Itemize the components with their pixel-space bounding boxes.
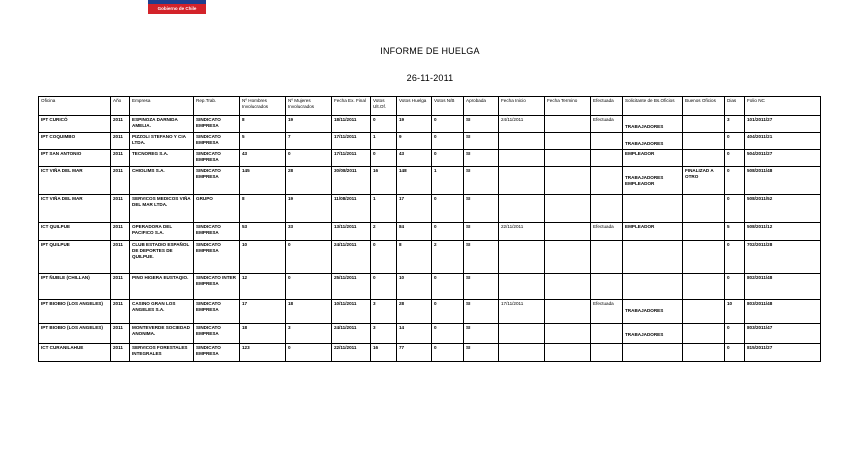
cell-fecha-termino xyxy=(545,167,591,195)
cell-votos-huelga: 19 xyxy=(397,116,432,133)
cell-buenos: FINALIZAD A OTRO xyxy=(683,167,725,195)
table-row xyxy=(39,195,821,223)
cell-folio: 504/2011/27 xyxy=(745,150,821,167)
cell-votos-ult: 16 xyxy=(371,167,397,195)
cell-rep: SINDICATO EMPRESA xyxy=(194,241,240,274)
cell-rep: SINDICATO EMPRESA xyxy=(194,300,240,324)
cell-oficina: IPT BIOBIO (LOS ANGELES) xyxy=(39,300,111,324)
cell-mujeres: 0 xyxy=(286,150,332,167)
cell-hombres: 10 xyxy=(240,241,286,274)
col-header: Votos Huelga xyxy=(397,97,432,116)
cell-oficina: ICT VIÑA DEL MAR xyxy=(39,195,111,223)
report-title: INFORME DE HUELGA xyxy=(380,46,480,56)
cell-solicitante xyxy=(623,167,683,195)
cell-votos-huelga: 8 xyxy=(397,241,432,274)
cell-mujeres: 18 xyxy=(286,300,332,324)
cell-rep: GRUPO xyxy=(194,195,240,223)
cell-empresa: MONTEVERDE SOCIEDAD ANONIMA. xyxy=(130,324,194,344)
cell-fecha-ex: 17/11/2011 xyxy=(332,133,371,150)
cell-votos-ult: 2 xyxy=(371,223,397,241)
cell-buenos xyxy=(683,324,725,344)
cell-fecha-inicio xyxy=(499,150,545,167)
cell-fecha-termino xyxy=(545,133,591,150)
cell-hombres: 12 xyxy=(240,274,286,300)
cell-hombres: 17 xyxy=(240,300,286,324)
cell-rep: SINDICATO EMPRESA xyxy=(194,344,240,362)
cell-fecha-ex: 24/11/2011 xyxy=(332,324,371,344)
cell-fecha-ex: 17/11/2011 xyxy=(332,150,371,167)
solicitante-text: TRABAJADORES xyxy=(625,124,664,129)
solicitante-text xyxy=(625,242,680,249)
logo-text: Gobierno de Chile xyxy=(157,6,197,11)
cell-fecha-termino xyxy=(545,241,591,274)
cell-votos-huelga: 9 xyxy=(397,133,432,150)
cell-fecha-ex: 24/11/2011 xyxy=(332,241,371,274)
cell-votos-ult: 0 xyxy=(371,116,397,133)
cell-oficina: IPT SAN ANTONIO xyxy=(39,150,111,167)
cell-fecha-termino xyxy=(545,324,591,344)
cell-dias: 0 xyxy=(725,344,745,362)
cell-fecha-inicio xyxy=(499,344,545,362)
cell-rep: SINDICATO EMPRESA xyxy=(194,150,240,167)
cell-anio: 2011 xyxy=(111,167,130,195)
cell-aprobada: SI xyxy=(464,300,499,324)
cell-dias: 0 xyxy=(725,324,745,344)
cell-rep: SINDICATO INTER EMPRESA xyxy=(194,274,240,300)
solicitante-text: TRABAJADORES xyxy=(625,141,664,146)
col-header: Nº Mujeres Involucrados xyxy=(286,97,332,116)
cell-folio: 803/2011/47 xyxy=(745,324,821,344)
cell-solicitante xyxy=(623,241,683,274)
cell-efectuada xyxy=(591,241,623,274)
cell-mujeres: 7 xyxy=(286,133,332,150)
cell-oficina: IPT QUILPUE xyxy=(39,241,111,274)
cell-folio: 815/2011/27 xyxy=(745,344,821,362)
cell-aprobada: SI xyxy=(464,344,499,362)
cell-solicitante xyxy=(623,133,683,150)
cell-anio: 2011 xyxy=(111,223,130,241)
cell-hombres: 8 xyxy=(240,116,286,133)
cell-fecha-inicio xyxy=(499,195,545,223)
cell-mujeres: 0 xyxy=(286,344,332,362)
cell-aprobada: SI xyxy=(464,150,499,167)
cell-fecha-ex: 13/11/2011 xyxy=(332,223,371,241)
cell-folio: 803/2011/48 xyxy=(745,300,821,324)
solicitante-text xyxy=(625,345,680,352)
cell-fecha-ex: 30/08/2011 xyxy=(332,167,371,195)
col-header: Año xyxy=(111,97,130,116)
cell-buenos xyxy=(683,223,725,241)
cell-mujeres: 0 xyxy=(286,241,332,274)
cell-empresa: TECNOREG S.A. xyxy=(130,150,194,167)
cell-anio: 2011 xyxy=(111,241,130,274)
cell-solicitante xyxy=(623,344,683,362)
cell-solicitante xyxy=(623,195,683,223)
cell-aprobada: SI xyxy=(464,223,499,241)
cell-votos-huelga: 43 xyxy=(397,150,432,167)
cell-dias: 0 xyxy=(725,241,745,274)
cell-folio: 702/2011/28 xyxy=(745,241,821,274)
cell-votos-huelga: 84 xyxy=(397,223,432,241)
cell-solicitante xyxy=(623,150,683,167)
cell-aprobada: SI xyxy=(464,116,499,133)
col-header: Nº Hombres Involucrados xyxy=(240,97,286,116)
cell-efectuada xyxy=(591,150,623,167)
cell-mujeres: 19 xyxy=(286,195,332,223)
cell-fecha-inicio xyxy=(499,167,545,195)
cell-fecha-inicio xyxy=(499,324,545,344)
cell-mujeres: 33 xyxy=(286,223,332,241)
table-row xyxy=(39,300,821,324)
cell-efectuada xyxy=(591,195,623,223)
cell-fecha-termino xyxy=(545,223,591,241)
cell-mujeres: 3 xyxy=(286,324,332,344)
cell-solicitante xyxy=(623,300,683,324)
cell-efectuada xyxy=(591,133,623,150)
cell-dias: 0 xyxy=(725,195,745,223)
cell-fecha-termino xyxy=(545,116,591,133)
cell-empresa: PINO HIGERA EUSTAQIO. xyxy=(130,274,194,300)
cell-buenos xyxy=(683,133,725,150)
cell-votos-ult: 1 xyxy=(371,133,397,150)
cell-efectuada xyxy=(591,324,623,344)
cell-mujeres: 0 xyxy=(286,274,332,300)
cell-fecha-ex: 11/08/2011 xyxy=(332,195,371,223)
cell-hombres: 53 xyxy=(240,223,286,241)
col-header: Empresa xyxy=(130,97,194,116)
cell-efectuada: Efectuada xyxy=(591,300,623,324)
cell-buenos xyxy=(683,116,725,133)
cell-efectuada xyxy=(591,274,623,300)
cell-votos-huelga: 17 xyxy=(397,195,432,223)
cell-anio: 2011 xyxy=(111,133,130,150)
solicitante-text: TRABAJADORES xyxy=(625,308,664,313)
col-header: Oficina xyxy=(39,97,111,116)
cell-hombres: 123 xyxy=(240,344,286,362)
cell-fecha-inicio xyxy=(499,133,545,150)
cell-solicitante xyxy=(623,223,683,241)
cell-dias: 0 xyxy=(725,274,745,300)
table-row xyxy=(39,324,821,344)
cell-votos-huelga: 77 xyxy=(397,344,432,362)
cell-rep: SINDICATO EMPRESA xyxy=(194,116,240,133)
cell-folio: 802/2011/48 xyxy=(745,274,821,300)
table-row xyxy=(39,167,821,195)
cell-folio: 101/2011/27 xyxy=(745,116,821,133)
cell-fecha-ex: 18/11/2011 xyxy=(332,116,371,133)
cell-votos-nb: 1 xyxy=(432,167,464,195)
cell-rep: SINDICATO EMPRESA xyxy=(194,223,240,241)
col-header: Votos Ult.Of. xyxy=(371,97,397,116)
cell-buenos xyxy=(683,241,725,274)
cell-fecha-ex: 10/11/2011 xyxy=(332,300,371,324)
cell-anio: 2011 xyxy=(111,150,130,167)
cell-efectuada xyxy=(591,167,623,195)
solicitante-text xyxy=(625,275,680,282)
cell-solicitante xyxy=(623,274,683,300)
col-header: Dias xyxy=(725,97,745,116)
cell-votos-nb: 0 xyxy=(432,324,464,344)
table-row xyxy=(39,150,821,167)
cell-votos-ult: 16 xyxy=(371,344,397,362)
cell-anio: 2011 xyxy=(111,195,130,223)
cell-votos-ult: 0 xyxy=(371,241,397,274)
table-row xyxy=(39,223,821,241)
report-date: 26-11-2011 xyxy=(406,73,454,83)
cell-fecha-inicio xyxy=(499,241,545,274)
cell-aprobada: SI xyxy=(464,241,499,274)
cell-votos-huelga: 28 xyxy=(397,300,432,324)
cell-buenos xyxy=(683,274,725,300)
cell-hombres: 18 xyxy=(240,324,286,344)
cell-votos-nb: 0 xyxy=(432,274,464,300)
cell-empresa: SERVICOS MEDICOS VIÑA DEL MAR LTDA. xyxy=(130,195,194,223)
cell-votos-ult: 0 xyxy=(371,150,397,167)
cell-efectuada xyxy=(591,344,623,362)
cell-rep: SINDICATO EMPRESA xyxy=(194,167,240,195)
cell-fecha-inicio: 24/11/2011 xyxy=(499,116,545,133)
cell-hombres: 145 xyxy=(240,167,286,195)
solicitante-text: EMPLEADOR xyxy=(625,151,655,156)
cell-oficina: IPT CURICÓ xyxy=(39,116,111,133)
strike-table xyxy=(38,96,821,362)
cell-fecha-inicio: 17/11/2011 xyxy=(499,300,545,324)
cell-solicitante xyxy=(623,324,683,344)
cell-oficina: ICT VIÑA DEL MAR xyxy=(39,167,111,195)
cell-folio: 508/2011/48 xyxy=(745,167,821,195)
cell-hombres: 43 xyxy=(240,150,286,167)
cell-oficina: ICT CURANILAHUE xyxy=(39,344,111,362)
cell-oficina: IPT BIOBIO (LOS ANGELES) xyxy=(39,324,111,344)
cell-oficina: ICT QUILPUE xyxy=(39,223,111,241)
cell-aprobada: SI xyxy=(464,167,499,195)
cell-empresa: CHIOLIMS S.A. xyxy=(130,167,194,195)
cell-rep: SINDICATO EMPRESA xyxy=(194,133,240,150)
cell-anio: 2011 xyxy=(111,116,130,133)
cell-buenos xyxy=(683,344,725,362)
cell-oficina: IPT ÑUBLE (CHILLAN) xyxy=(39,274,111,300)
header-row xyxy=(39,97,821,116)
cell-votos-nb: 0 xyxy=(432,344,464,362)
cell-votos-nb: 0 xyxy=(432,300,464,324)
cell-fecha-termino xyxy=(545,274,591,300)
col-header: Efectuada xyxy=(591,97,623,116)
cell-solicitante xyxy=(623,116,683,133)
solicitante-text xyxy=(625,196,680,203)
cell-rep: SINDICATO EMPRESA xyxy=(194,324,240,344)
cell-fecha-inicio: 22/11/2011 xyxy=(499,223,545,241)
cell-empresa: OPERADORA DEL PACIFICO S.A. xyxy=(130,223,194,241)
cell-anio: 2011 xyxy=(111,274,130,300)
cell-mujeres: 19 xyxy=(286,116,332,133)
cell-fecha-ex: 22/11/2011 xyxy=(332,344,371,362)
cell-votos-nb: 0 xyxy=(432,150,464,167)
cell-fecha-inicio xyxy=(499,274,545,300)
cell-dias: 10 xyxy=(725,300,745,324)
cell-votos-huelga: 10 xyxy=(397,274,432,300)
cell-buenos xyxy=(683,150,725,167)
cell-votos-ult: 1 xyxy=(371,195,397,223)
cell-hombres: 8 xyxy=(240,195,286,223)
cell-votos-nb: 0 xyxy=(432,116,464,133)
cell-votos-nb: 0 xyxy=(432,195,464,223)
solicitante-text: TRABAJADORES xyxy=(625,332,664,337)
col-header: Fecha Inicio xyxy=(499,97,545,116)
cell-buenos xyxy=(683,300,725,324)
cell-votos-huelga: 148 xyxy=(397,167,432,195)
cell-aprobada: SI xyxy=(464,274,499,300)
cell-votos-ult: 3 xyxy=(371,324,397,344)
cell-empresa: ESPINOZA DARNIDA AMELIA. xyxy=(130,116,194,133)
cell-votos-nb: 0 xyxy=(432,133,464,150)
cell-buenos xyxy=(683,195,725,223)
cell-fecha-ex: 25/11/2011 xyxy=(332,274,371,300)
col-header: Rep.Trab. xyxy=(194,97,240,116)
cell-votos-nb: 2 xyxy=(432,241,464,274)
table-row xyxy=(39,344,821,362)
cell-anio: 2011 xyxy=(111,344,130,362)
table-row xyxy=(39,241,821,274)
cell-votos-ult: 3 xyxy=(371,300,397,324)
solicitante-text: TRABAJADORES EMPLEADOR xyxy=(625,175,664,187)
cell-hombres: 5 xyxy=(240,133,286,150)
cell-folio: 508/2011/52 xyxy=(745,195,821,223)
cell-aprobada: SI xyxy=(464,195,499,223)
cell-dias: 5 xyxy=(725,223,745,241)
cell-dias: 0 xyxy=(725,133,745,150)
cell-votos-huelga: 14 xyxy=(397,324,432,344)
cell-votos-nb: 0 xyxy=(432,223,464,241)
cell-aprobada: SI xyxy=(464,324,499,344)
solicitante-text: EMPLEADOR xyxy=(625,224,655,229)
cell-anio: 2011 xyxy=(111,300,130,324)
cell-empresa: CASINO GRAN LOS ANGELES S.A. xyxy=(130,300,194,324)
table-row xyxy=(39,274,821,300)
cell-folio: 404/2011/21 xyxy=(745,133,821,150)
cell-dias: 0 xyxy=(725,167,745,195)
col-header: Fecha Ex. Final xyxy=(332,97,371,116)
cell-fecha-termino xyxy=(545,300,591,324)
col-header: Folio NC xyxy=(745,97,821,116)
col-header: Buenos Oficios xyxy=(683,97,725,116)
col-header: Fecha Termino xyxy=(545,97,591,116)
cell-fecha-termino xyxy=(545,195,591,223)
col-header: Aprobada xyxy=(464,97,499,116)
cell-efectuada: Efectuada xyxy=(591,116,623,133)
cell-votos-ult: 0 xyxy=(371,274,397,300)
cell-aprobada: SI xyxy=(464,133,499,150)
cell-mujeres: 28 xyxy=(286,167,332,195)
table-body xyxy=(39,116,821,362)
cell-folio: 508/2011/12 xyxy=(745,223,821,241)
cell-dias: 3 xyxy=(725,116,745,133)
cell-oficina: IPT COQUIMBO xyxy=(39,133,111,150)
cell-empresa: PIZZOLI STEFANO Y CIA LTDA. xyxy=(130,133,194,150)
cell-anio: 2011 xyxy=(111,324,130,344)
gobierno-logo xyxy=(148,0,206,14)
table-row xyxy=(39,133,821,150)
cell-empresa: CLUB ESTADIO ESPAÑOL DE DEPORTES DE QUILPUE. xyxy=(130,241,194,274)
col-header: Solicitante de Bs.Oficios xyxy=(623,97,683,116)
cell-dias: 0 xyxy=(725,150,745,167)
table-row xyxy=(39,116,821,133)
cell-fecha-termino xyxy=(545,344,591,362)
cell-fecha-termino xyxy=(545,150,591,167)
col-header: Votos N/B xyxy=(432,97,464,116)
cell-empresa: SERVICOS FORESTALES INTEGRALES xyxy=(130,344,194,362)
cell-efectuada: Efectuada xyxy=(591,223,623,241)
